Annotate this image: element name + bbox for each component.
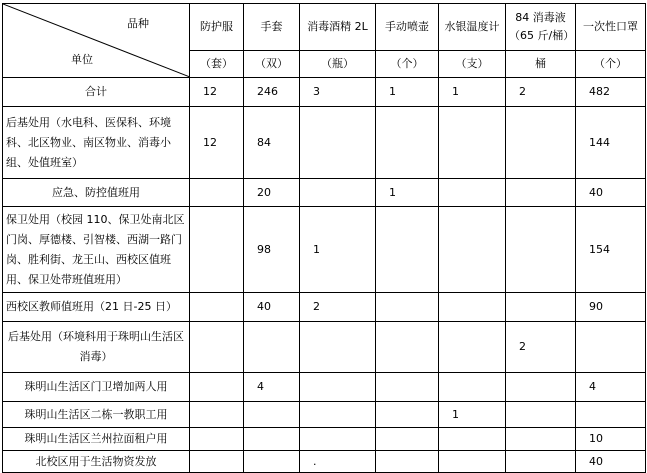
table-cell [376, 207, 439, 293]
table-cell [506, 373, 576, 402]
header-item: 手套 [244, 4, 300, 51]
table-cell [300, 179, 376, 207]
table-cell [190, 207, 244, 293]
corner-diagonal-line [3, 4, 190, 77]
table-cell [376, 428, 439, 451]
table-cell: 4 [244, 373, 300, 402]
header-item: 消毒酒精 2L [300, 4, 376, 51]
header-unit: （个） [376, 50, 439, 77]
table-cell [244, 451, 300, 473]
row-label: 珠明山生活区二栋一教职工用 [3, 402, 190, 428]
table-cell [506, 107, 576, 179]
table-cell [376, 293, 439, 322]
header-unit: （双） [244, 50, 300, 77]
table-cell [190, 402, 244, 428]
table-cell [506, 451, 576, 473]
table-cell: 40 [576, 179, 646, 207]
table-cell: 20 [244, 179, 300, 207]
table-cell [576, 322, 646, 373]
row-label: 珠明山生活区兰州拉面租户用 [3, 428, 190, 451]
table-cell [439, 107, 506, 179]
row-label: 西校区教师值班用（21 日-25 日） [3, 293, 190, 322]
table-cell: . [300, 451, 376, 473]
header-unit: （个） [576, 50, 646, 77]
table-cell [506, 207, 576, 293]
table-row [3, 207, 646, 293]
table-row [3, 451, 646, 473]
supply-allocation-table [2, 3, 646, 473]
table-cell [190, 322, 244, 373]
table-cell [300, 322, 376, 373]
header-item: 手动喷壶 [376, 4, 439, 51]
table-cell [439, 373, 506, 402]
table-row [3, 107, 646, 179]
table-row [3, 293, 646, 322]
table-cell: 10 [576, 428, 646, 451]
table-cell: 2 [506, 322, 576, 373]
table-cell [300, 373, 376, 402]
table-cell [190, 179, 244, 207]
table-cell: 40 [244, 293, 300, 322]
table-row [3, 78, 646, 107]
table-cell: 246 [244, 78, 300, 107]
table-cell [244, 322, 300, 373]
table-cell [376, 451, 439, 473]
row-label: 合计 [3, 78, 190, 107]
table-cell: 4 [576, 373, 646, 402]
header-item: 一次性口罩 [576, 4, 646, 51]
table-cell: 40 [576, 451, 646, 473]
table-cell [376, 373, 439, 402]
table-row [3, 179, 646, 207]
table-cell [506, 179, 576, 207]
table-cell [190, 373, 244, 402]
table-cell [439, 451, 506, 473]
table-cell [506, 402, 576, 428]
row-label: 珠明山生活区门卫增加两人用 [3, 373, 190, 402]
table-row [3, 373, 646, 402]
header-unit: （瓶） [300, 50, 376, 77]
table-cell [300, 428, 376, 451]
table-cell [506, 293, 576, 322]
table-cell: 154 [576, 207, 646, 293]
table-cell [376, 402, 439, 428]
table-cell: 2 [506, 78, 576, 107]
corner-label-unit: 单位 [71, 53, 93, 66]
table-cell [506, 428, 576, 451]
table-cell [576, 402, 646, 428]
table-cell [439, 293, 506, 322]
row-label: 后基处用（环境科用于珠明山生活区消毒） [3, 322, 190, 373]
row-label: 后基处用（水电科、医保科、环境科、北区物业、南区物业、消毒小组、处值班室） [3, 107, 190, 179]
header-row-items [3, 4, 646, 51]
table-cell: 90 [576, 293, 646, 322]
table-cell [190, 293, 244, 322]
table-cell: 1 [376, 78, 439, 107]
table-cell: 98 [244, 207, 300, 293]
table-cell: 1 [439, 402, 506, 428]
table-cell [376, 107, 439, 179]
table-cell: 3 [300, 78, 376, 107]
table-row [3, 322, 646, 373]
header-item: 防护服 [190, 4, 244, 51]
corner-label-item: 品种 [127, 17, 149, 30]
header-unit: 桶 [506, 50, 576, 77]
table-cell: 482 [576, 78, 646, 107]
table-cell [244, 428, 300, 451]
header-item: 84 消毒液（65 斤/桶） [506, 4, 576, 51]
row-label: 应急、防控值班用 [3, 179, 190, 207]
row-label: 保卫处用（校园 110、保卫处南北区门岗、厚德楼、引智楼、西湖一路门岗、胜利街、龙王山、西校区值班用、保卫处带班值班用） [3, 207, 190, 293]
table-cell [439, 207, 506, 293]
table-cell: 1 [439, 78, 506, 107]
table-row [3, 402, 646, 428]
table-cell: 1 [376, 179, 439, 207]
table-cell [190, 428, 244, 451]
table-cell [439, 179, 506, 207]
header-unit: （支） [439, 50, 506, 77]
table-row [3, 428, 646, 451]
table-cell [376, 322, 439, 373]
corner-header-cell [3, 4, 190, 78]
table-cell: 144 [576, 107, 646, 179]
table-cell: 1 [300, 207, 376, 293]
table-cell: 84 [244, 107, 300, 179]
header-item: 水银温度计 [439, 4, 506, 51]
table-cell [439, 322, 506, 373]
table-cell [244, 402, 300, 428]
table-cell: 12 [190, 107, 244, 179]
table-cell [300, 107, 376, 179]
table-cell [439, 428, 506, 451]
table-cell: 2 [300, 293, 376, 322]
header-unit: （套） [190, 50, 244, 77]
row-label: 北校区用于生活物资发放 [3, 451, 190, 473]
table-cell [300, 402, 376, 428]
table-cell: 12 [190, 78, 244, 107]
table-cell [190, 451, 244, 473]
